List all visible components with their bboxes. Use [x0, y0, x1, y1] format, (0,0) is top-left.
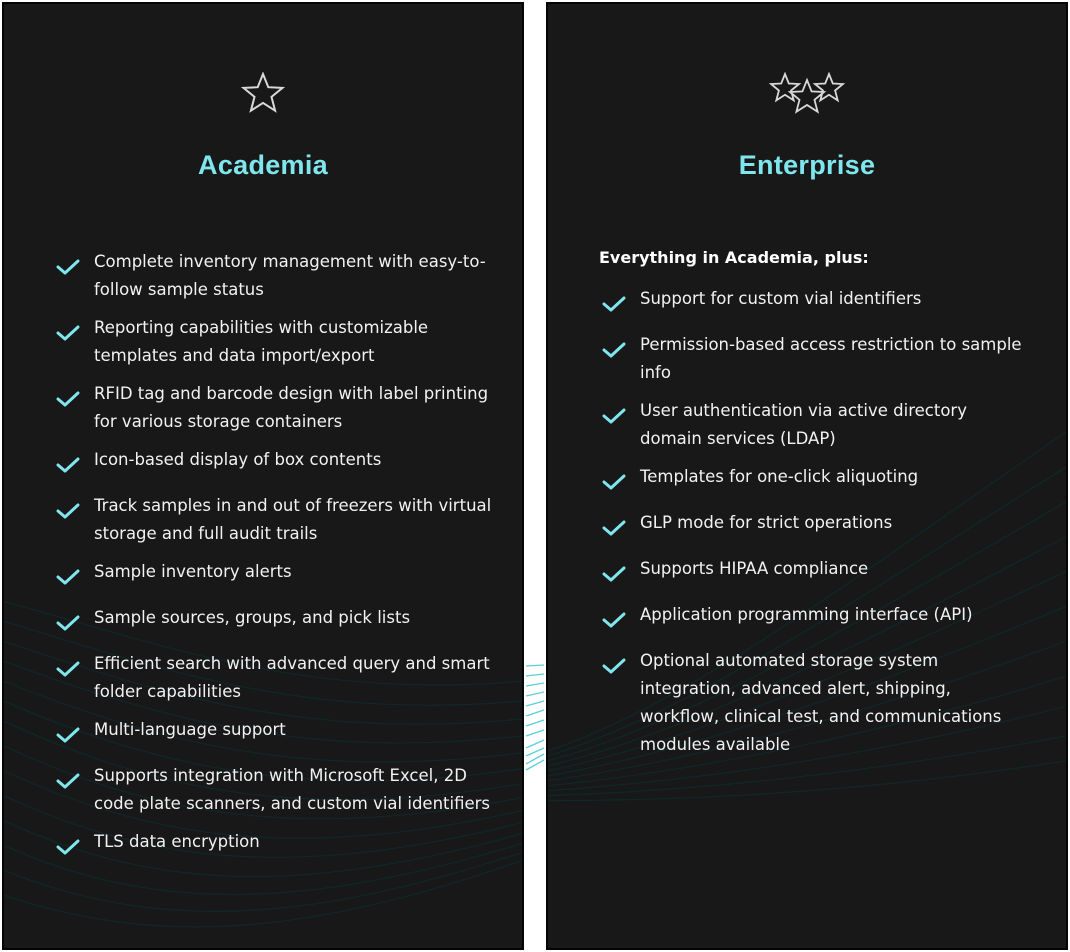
- feature-item: [52, 558, 492, 586]
- feature-item: [598, 397, 1028, 453]
- checkmark-icon: [602, 341, 626, 359]
- plan-card-enterprise: [546, 2, 1068, 950]
- feature-text: Supports integration with Microsoft Excel, 2D code plate scanners, and custom vial identifiers: [94, 766, 491, 813]
- feature-text: Permission-based access restriction to sample info: [640, 335, 1022, 382]
- feature-item: [52, 492, 492, 548]
- checkmark-icon: [602, 657, 626, 675]
- feature-item: [52, 380, 492, 436]
- checkmark-icon: [602, 295, 626, 313]
- three-stars-icon: [769, 72, 845, 118]
- feature-text: Sample sources, groups, and pick lists: [94, 608, 411, 627]
- plan-icon-container: [4, 72, 522, 122]
- feature-list: [52, 248, 492, 856]
- plan-title: Enterprise: [738, 150, 876, 180]
- plan-icon-container: [548, 72, 1066, 122]
- feature-text: Reporting capabilities with customizable templates and data import/export: [94, 318, 429, 365]
- feature-text: TLS data encryption: [94, 832, 260, 851]
- checkmark-icon: [56, 772, 80, 790]
- feature-text: Sample inventory alerts: [94, 562, 292, 581]
- plan-card-academia: [2, 2, 524, 950]
- feature-text: GLP mode for strict operations: [640, 513, 893, 532]
- checkmark-icon: [56, 324, 80, 342]
- feature-text: Icon-based display of box contents: [94, 450, 382, 469]
- feature-item: [598, 463, 1028, 491]
- checkmark-icon: [56, 390, 80, 408]
- feature-item: [52, 762, 492, 818]
- feature-item: [52, 828, 492, 856]
- feature-item: [598, 555, 1028, 583]
- feature-text: User authentication via active directory domain services (LDAP): [640, 401, 967, 448]
- feature-text: Complete inventory management with easy-to-follow sample status: [94, 252, 486, 299]
- checkmark-icon: [56, 502, 80, 520]
- feature-item: [598, 509, 1028, 537]
- feature-item: [598, 601, 1028, 629]
- plan-title: Academia: [198, 150, 328, 180]
- star-icon: [241, 72, 285, 114]
- feature-text: Optional automated storage system integration, advanced alert, shipping, workflow, clinical test, and communications modules available: [640, 651, 1002, 754]
- feature-text: Application programming interface (API): [640, 605, 973, 624]
- checkmark-icon: [56, 726, 80, 744]
- checkmark-icon: [602, 519, 626, 537]
- feature-text: Efficient search with advanced query and smart folder capabilities: [94, 654, 490, 701]
- feature-list: [598, 285, 1028, 759]
- feature-item: [598, 331, 1028, 387]
- checkmark-icon: [56, 614, 80, 632]
- feature-item: [52, 716, 492, 744]
- feature-item: [598, 647, 1028, 759]
- feature-item: [52, 604, 492, 632]
- checkmark-icon: [56, 568, 80, 586]
- feature-item: [52, 650, 492, 706]
- feature-text: Multi-language support: [94, 720, 286, 739]
- feature-text: RFID tag and barcode design with label printing for various storage containers: [94, 384, 489, 431]
- checkmark-icon: [602, 407, 626, 425]
- checkmark-icon: [602, 611, 626, 629]
- checkmark-icon: [602, 473, 626, 491]
- checkmark-icon: [56, 258, 80, 276]
- feature-item: [52, 248, 492, 304]
- checkmark-icon: [56, 660, 80, 678]
- decorative-gap-lines: [524, 660, 546, 780]
- feature-text: Support for custom vial identifiers: [640, 289, 922, 308]
- feature-item: [52, 314, 492, 370]
- feature-item: [52, 446, 492, 474]
- feature-text: Track samples in and out of freezers with virtual storage and full audit trails: [94, 496, 492, 543]
- feature-text: Supports HIPAA compliance: [640, 559, 869, 578]
- checkmark-icon: [602, 565, 626, 583]
- plan-subheading: Everything in Academia, plus:: [599, 248, 869, 267]
- checkmark-icon: [56, 456, 80, 474]
- feature-text: Templates for one-click aliquoting: [640, 467, 919, 486]
- checkmark-icon: [56, 838, 80, 856]
- feature-item: [598, 285, 1028, 313]
